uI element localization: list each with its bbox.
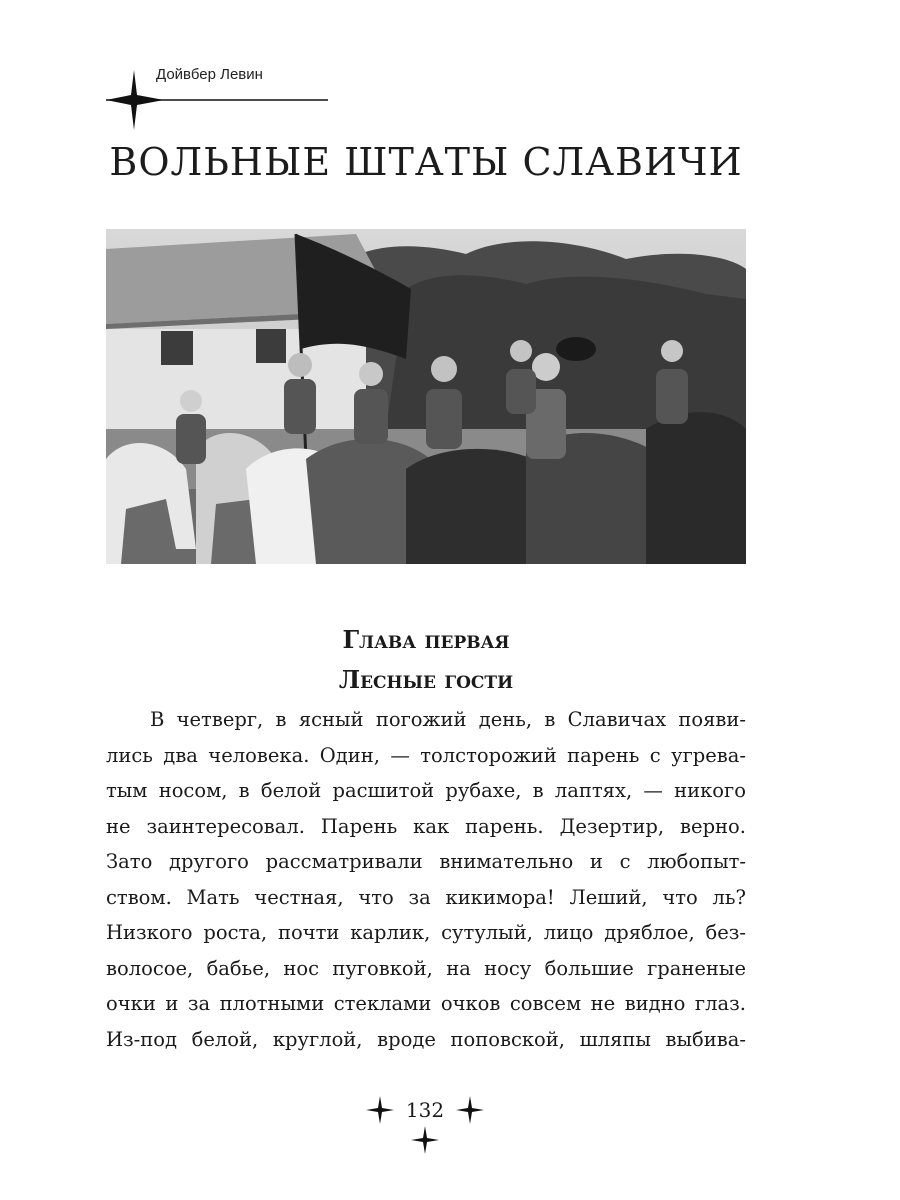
text-line: тым носом, в белой расшитой рубахе, в лаптях, — никого: [106, 779, 746, 802]
page-title: ВОЛЬНЫЕ ШТАТЫ СЛАВИЧИ: [109, 140, 743, 184]
page-number: 132: [405, 1098, 445, 1122]
photo-illustration: [106, 229, 746, 564]
text-line: лись два человека. Один, — толсторожий парень с угрева-: [106, 743, 746, 767]
body-text: [106, 702, 746, 1057]
text-line: В четверг, в ясный погожий день, в Славичах появи-: [150, 708, 746, 731]
page-footer: [360, 1090, 490, 1160]
chapter-heading: [106, 620, 746, 700]
running-header: [106, 62, 331, 132]
cavalry-photo: [106, 229, 746, 564]
chapter-number: Глава первая: [342, 625, 510, 654]
text-line: очки и за плотными стеклами очков совсем не видно глаз.: [106, 992, 746, 1015]
chapter-name: Лесные гости: [338, 665, 514, 694]
text-line: Зато другого рассматривали внимательно и с любопыт-: [106, 850, 746, 873]
text-line: волосое, бабье, нос пуговкой, на носу большие граненые: [106, 956, 746, 980]
author-name: Дойвбер Левин: [156, 66, 263, 83]
text-line: Из-под белой, круглой, вроде поповской, шляпы выбива-: [106, 1027, 746, 1051]
text-line: Низкого роста, почти карлик, сутулый, лицо дряблое, без-: [106, 921, 746, 944]
text-line: ством. Мать честная, что за кикимора! Леший, что ль?: [106, 885, 746, 909]
text-line: не заинтересовал. Парень как парень. Дезертир, верно.: [106, 814, 746, 838]
